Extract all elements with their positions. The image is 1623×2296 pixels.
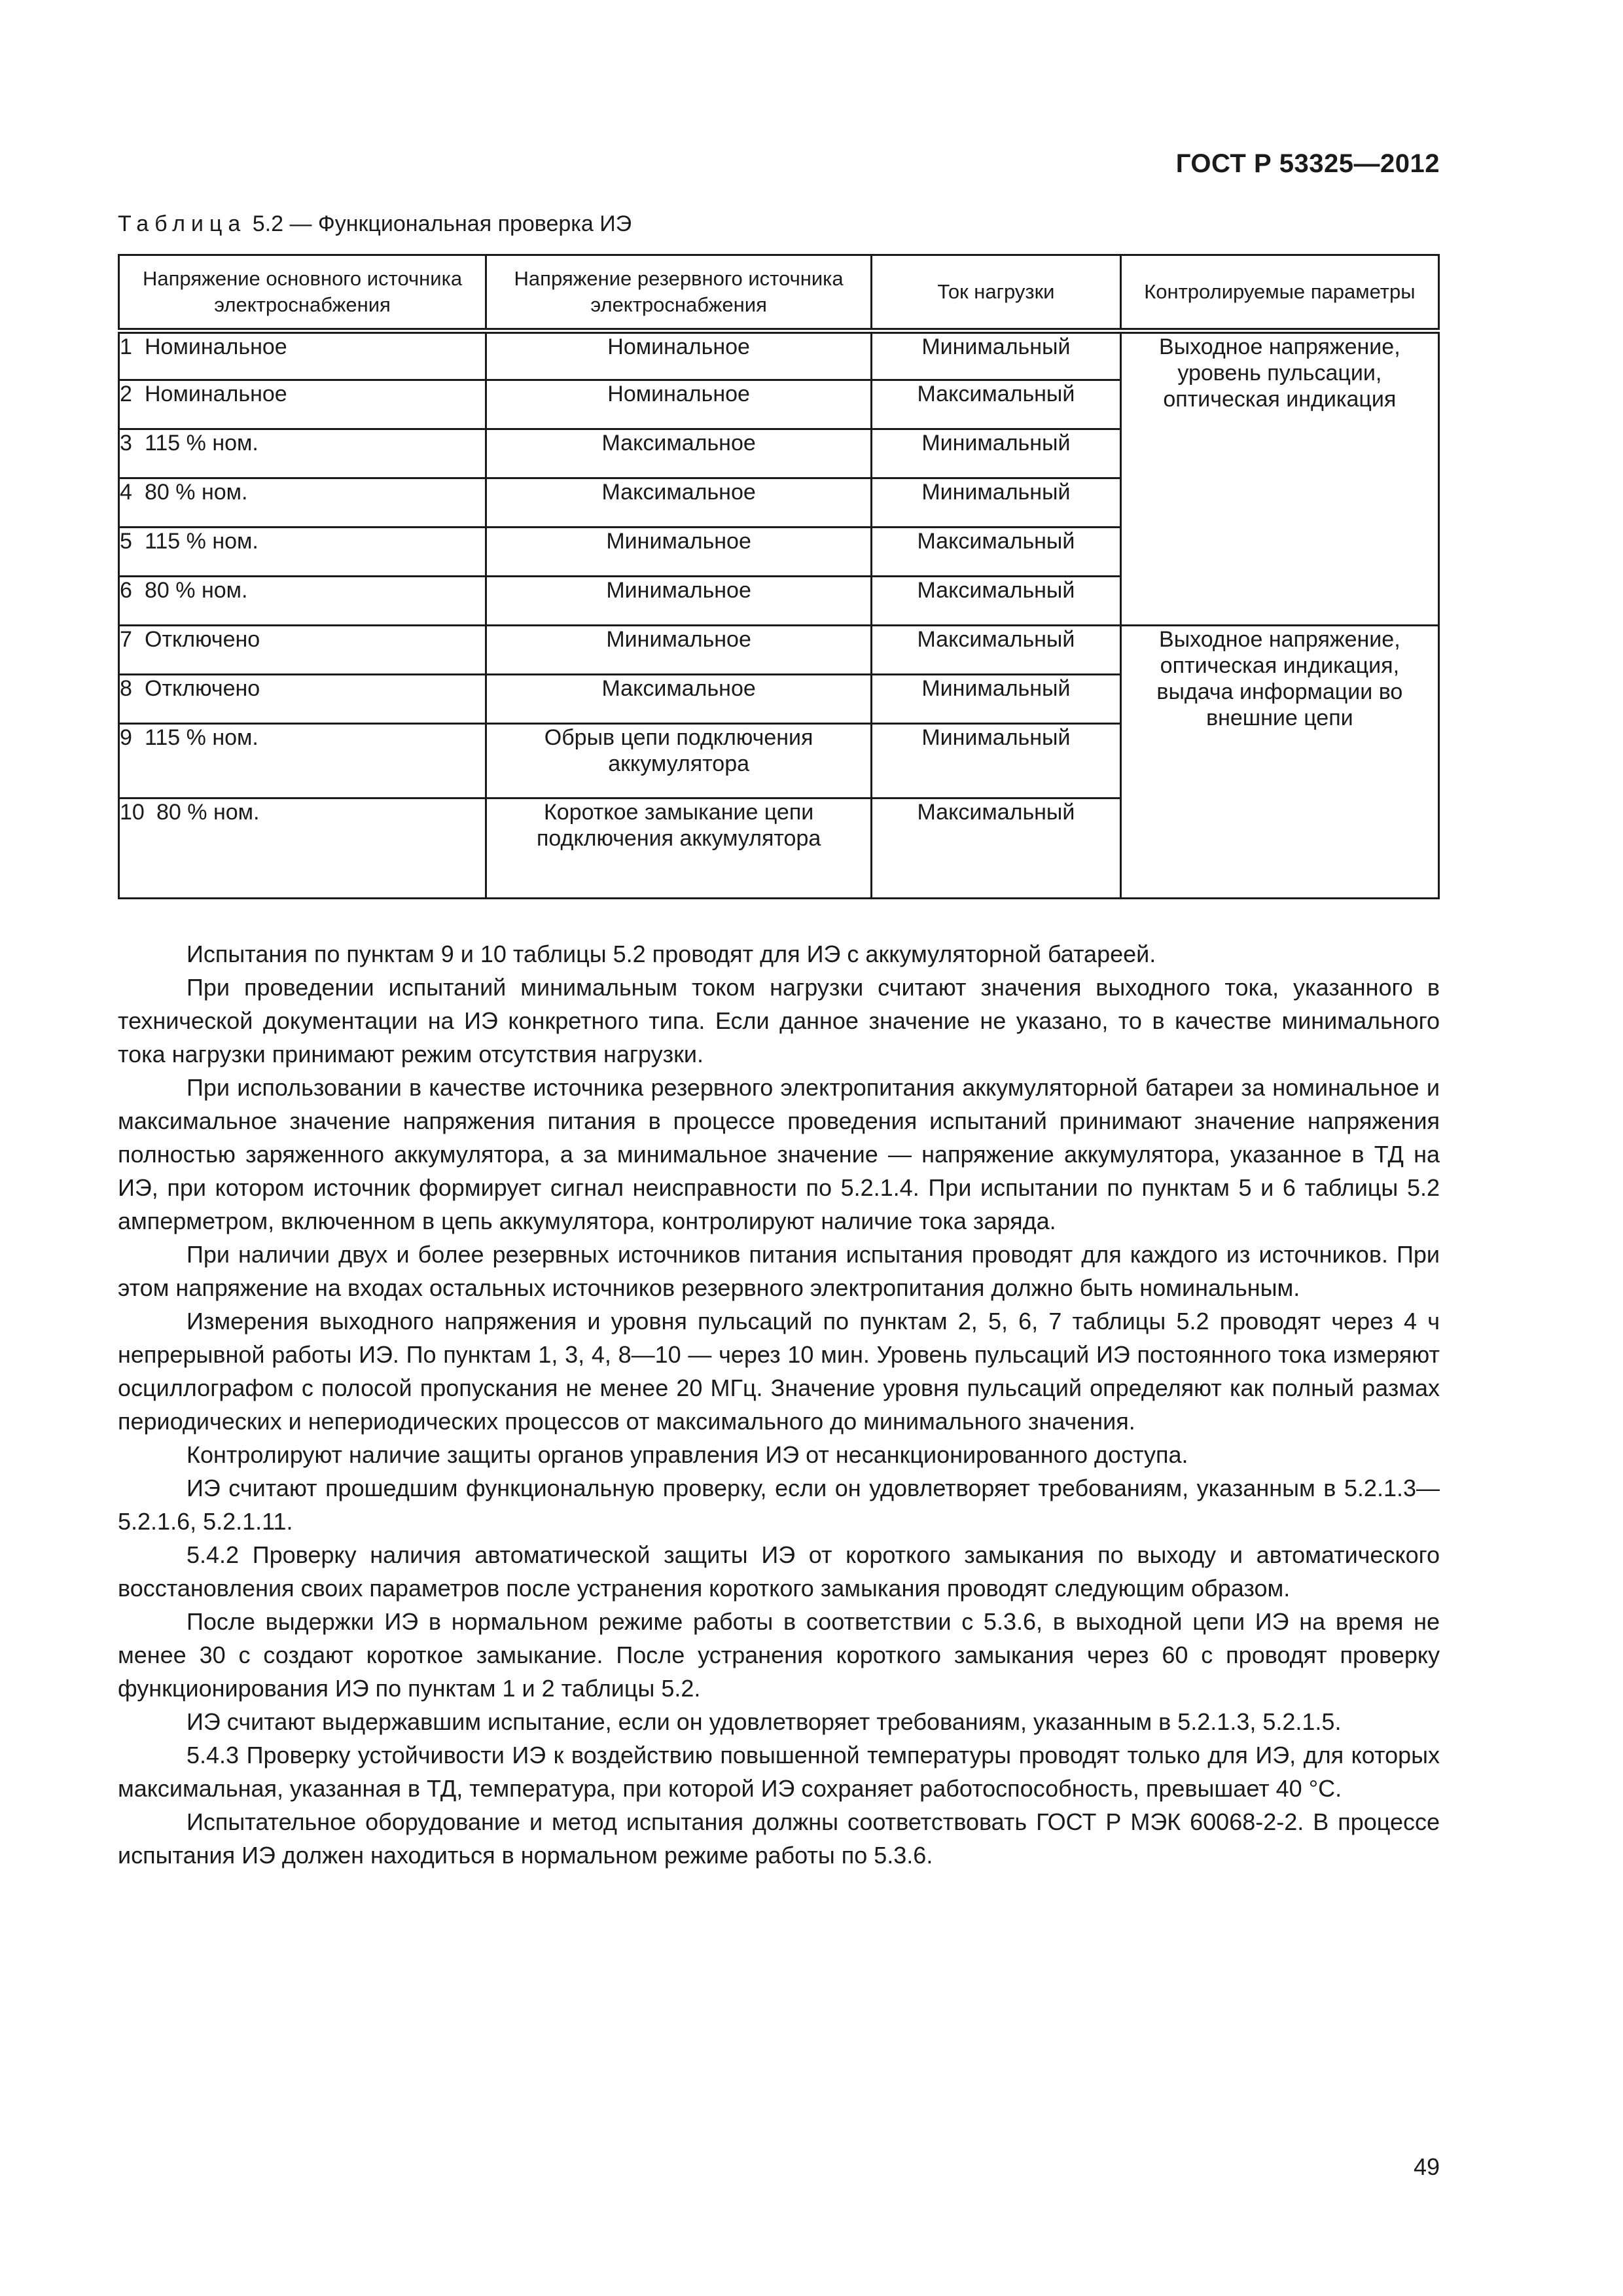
load-current-cell: Минимальный — [872, 724, 1121, 798]
main-supply-value: 115 % ном. — [145, 725, 259, 750]
paragraph: ИЭ считают выдержавшим испытание, если он удовлетворяет требованиям, указанным в 5.2.1.3, 5.2.1.5. — [187, 1708, 1342, 1735]
main-supply-cell — [119, 577, 486, 626]
paragraph: После выдержки ИЭ в нормальном режиме работы в соответствии с 5.3.6, в выходной цепи ИЭ на время не менее 30 с создают короткое замыкание. После устранения короткого замыкания через 60 с проводят проверку функционирования ИЭ по пунктам 1 и 2 таблицы 5.2. — [118, 1608, 1440, 1702]
main-supply-value: Отключено — [145, 676, 260, 701]
paragraph: Испытательное оборудование и метод испытания должны соответствовать ГОСТ Р МЭК 60068-2-2. В процессе испытания ИЭ должен находиться в нормальном режиме работы по 5.3.6. — [118, 1808, 1440, 1869]
reserve-supply-cell: Минимальное — [486, 528, 872, 577]
paragraph: Измерения выходного напряжения и уровня пульсаций по пунктам 2, 5, 6, 7 таблицы 5.2 проводят через 4 ч непрерывной работы ИЭ. По пунктам 1, 3, 4, 8—10 — через 10 мин. Уровень пульсаций ИЭ постоянного тока измеряют осциллографом с полосой пропускания не менее 20 МГц. Значение уровня пульсаций определяют как полный размах периодических и непериодических процессов от максимального до минимального значения. — [118, 1308, 1440, 1435]
main-supply-cell — [119, 380, 486, 429]
load-current-cell: Минимальный — [872, 478, 1121, 528]
paragraph: При использовании в качестве источника резервного электропитания аккумуляторной батареи за номинальное и максимальное значение напряжения питания в процессе проведения испытаний принимают значение напряжения полностью заряженного аккумулятора, а за минимальное значение — напряжение аккумулятора, указанное в ТД на ИЭ, при котором источник формирует сигнал неисправности по 5.2.1.4. При испытании по пунктам 5 и 6 таблицы 5.2 амперметром, включенном в цепь аккумулятора, контролируют наличие тока заряда. — [118, 1074, 1440, 1234]
main-supply-value: Номинальное — [145, 334, 287, 359]
paragraph: При проведении испытаний минимальным током нагрузки считают значения выходного тока, указанного в технической документации на ИЭ конкретного типа. Если данное значение не указано, то в качестве минимального тока нагрузки принимают режим отсутствия нагрузки. — [118, 974, 1440, 1067]
main-supply-value: 115 % ном. — [145, 431, 259, 456]
controlled-params-cell: Выходное напряжение, уровень пульсации, оптическая индикация — [1120, 331, 1438, 626]
load-current-cell: Максимальный — [872, 798, 1121, 899]
table-header-row — [119, 255, 1439, 331]
table-caption-text: 5.2 — Функциональная проверка ИЭ — [246, 211, 632, 236]
column-header-controlled-params: Контролируемые параметры — [1120, 255, 1438, 331]
load-current-cell: Минимальный — [872, 331, 1121, 380]
document-code: ГОСТ Р 53325—2012 — [1175, 149, 1440, 178]
main-supply-cell — [119, 798, 486, 899]
load-current-cell: Максимальный — [872, 626, 1121, 675]
reserve-supply-cell: Короткое замыкание цепи подключения аккумулятора — [486, 798, 872, 899]
row-number: 9 — [120, 725, 132, 750]
functional-check-table — [118, 254, 1440, 899]
paragraph: ИЭ считают прошедшим функциональную проверку, если он удовлетворяет требованиям, указанным в 5.2.1.3—5.2.1.6, 5.2.1.11. — [118, 1475, 1440, 1535]
reserve-supply-cell: Номинальное — [486, 331, 872, 380]
main-supply-cell — [119, 478, 486, 528]
load-current-cell: Максимальный — [872, 528, 1121, 577]
reserve-supply-cell: Максимальное — [486, 675, 872, 724]
table-caption — [118, 211, 632, 237]
table-row — [119, 331, 1439, 380]
main-supply-cell — [119, 331, 486, 380]
column-header-main-supply: Напряжение основного источника электроснабжения — [119, 255, 486, 331]
table-row — [119, 626, 1439, 675]
paragraph: При наличии двух и более резервных источников питания испытания проводят для каждого из источников. При этом напряжение на входах остальных источников резервного электропитания должно быть номинальным. — [118, 1241, 1440, 1301]
reserve-supply-cell: Максимальное — [486, 478, 872, 528]
main-supply-cell — [119, 429, 486, 478]
main-supply-value: 80 % ном. — [145, 578, 248, 603]
paragraph: 5.4.2 Проверку наличия автоматической защиты ИЭ от короткого замыкания по выходу и автоматического восстановления своих параметров после устранения короткого замыкания проводят следующим образом. — [118, 1541, 1440, 1602]
load-current-cell: Минимальный — [872, 429, 1121, 478]
paragraph: 5.4.3 Проверку устойчивости ИЭ к воздействию повышенной температуры проводят только для ИЭ, для которых максимальная, указанная в ТД, температура, при которой ИЭ сохраняет работоспособность, превышает 40 °С. — [118, 1742, 1440, 1802]
row-number: 2 — [120, 382, 132, 406]
reserve-supply-cell: Максимальное — [486, 429, 872, 478]
row-number: 5 — [120, 529, 132, 554]
row-number: 10 — [120, 800, 145, 825]
main-supply-value: 115 % ном. — [145, 529, 259, 554]
column-header-load-current: Ток нагрузки — [872, 255, 1121, 331]
load-current-cell: Максимальный — [872, 577, 1121, 626]
row-number: 4 — [120, 480, 132, 505]
main-supply-value: Номинальное — [145, 382, 287, 406]
main-supply-value: 80 % ном. — [156, 800, 260, 825]
controlled-params-cell: Выходное напряжение, оптическая индикация, выдача информации во внешние цепи — [1120, 626, 1438, 899]
main-supply-cell — [119, 528, 486, 577]
paragraph: Контролируют наличие защиты органов управления ИЭ от несанкционированного доступа. — [187, 1441, 1188, 1468]
main-supply-cell — [119, 724, 486, 798]
row-number: 7 — [120, 627, 132, 652]
reserve-supply-cell: Обрыв цепи подключения аккумулятора — [486, 724, 872, 798]
main-supply-value: 80 % ном. — [145, 480, 248, 505]
row-number: 6 — [120, 578, 132, 603]
main-supply-cell — [119, 675, 486, 724]
main-supply-cell — [119, 626, 486, 675]
paragraph: Испытания по пунктам 9 и 10 таблицы 5.2 проводят для ИЭ с аккумуляторной батареей. — [187, 941, 1156, 967]
main-supply-value: Отключено — [145, 627, 260, 652]
row-number: 1 — [120, 334, 132, 359]
load-current-cell: Максимальный — [872, 380, 1121, 429]
body-text — [118, 937, 1440, 1872]
load-current-cell: Минимальный — [872, 675, 1121, 724]
reserve-supply-cell: Номинальное — [486, 380, 872, 429]
column-header-reserve-supply: Напряжение резервного источника электроснабжения — [486, 255, 872, 331]
row-number: 3 — [120, 431, 132, 456]
row-number: 8 — [120, 676, 132, 701]
page-number: 49 — [1413, 2153, 1440, 2180]
table-caption-label: Таблица — [118, 211, 247, 236]
reserve-supply-cell: Минимальное — [486, 626, 872, 675]
reserve-supply-cell: Минимальное — [486, 577, 872, 626]
